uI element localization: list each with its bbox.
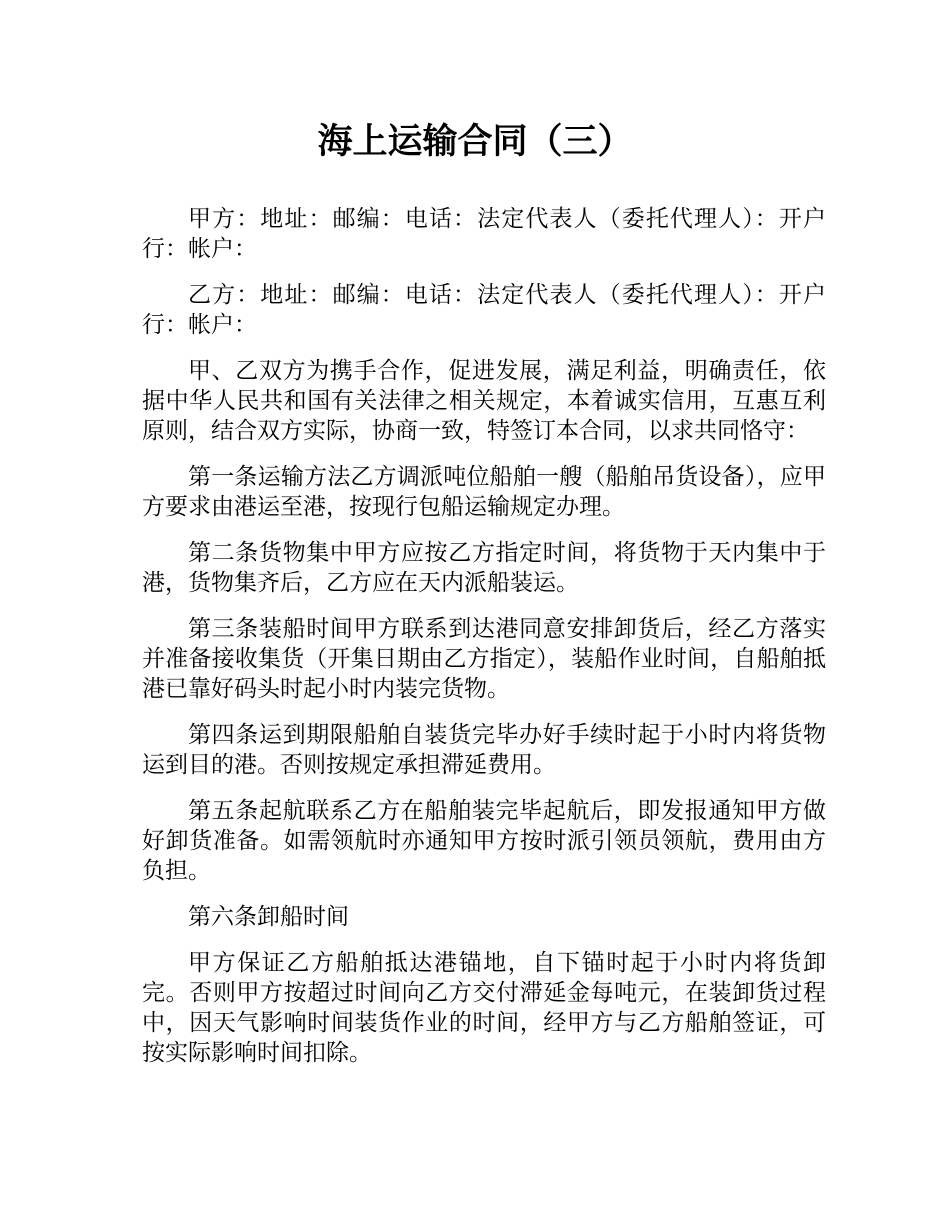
article-4: 第四条运到期限船舶自装货完毕办好手续时起于小时内将货物运到目的港。否则按规定承担滞延费用。 — [142, 722, 826, 778]
party-b-info: 乙方：地址：邮编：电话：法定代表人（委托代理人）：开户行：帐户： — [142, 282, 826, 338]
article-6-body: 甲方保证乙方船舶抵达港锚地，自下锚时起于小时内将货卸完。否则甲方按超过时间向乙方交付滞延金每吨元，在装卸货过程中，因天气影响时间装货作业的时间，经甲方与乙方船舶签证，可按实际影响时间扣除。 — [142, 950, 826, 1066]
party-a-info: 甲方：地址：邮编：电话：法定代表人（委托代理人）：开户行：帐户： — [142, 206, 826, 262]
preamble: 甲、乙双方为携手合作，促进发展，满足利益，明确责任，依据中华人民共和国有关法律之相关规定，本着诚实信用，互惠互利原则，结合双方实际，协商一致，特签订本合同，以求共同恪守： — [142, 358, 826, 444]
document-body — [142, 204, 826, 1084]
document-title: 海上运输合同（三） — [317, 122, 633, 162]
article-6-heading: 第六条卸船时间 — [188, 904, 349, 930]
article-2: 第二条货物集中甲方应按乙方指定时间，将货物于天内集中于港，货物集齐后，乙方应在天内派船装运。 — [142, 540, 826, 596]
article-3: 第三条装船时间甲方联系到达港同意安排卸货后，经乙方落实并准备接收集货（开集日期由乙方指定），装船作业时间，自船舶抵港已靠好码头时起小时内装完货物。 — [142, 616, 826, 702]
article-5: 第五条起航联系乙方在船舶装完毕起航后，即发报通知甲方做好卸货准备。如需领航时亦通知甲方按时派引领员领航，费用由方负担。 — [142, 798, 826, 884]
article-1: 第一条运输方法乙方调派吨位船舶一艘（船舶吊货设备），应甲方要求由港运至港，按现行包船运输规定办理。 — [142, 464, 826, 520]
